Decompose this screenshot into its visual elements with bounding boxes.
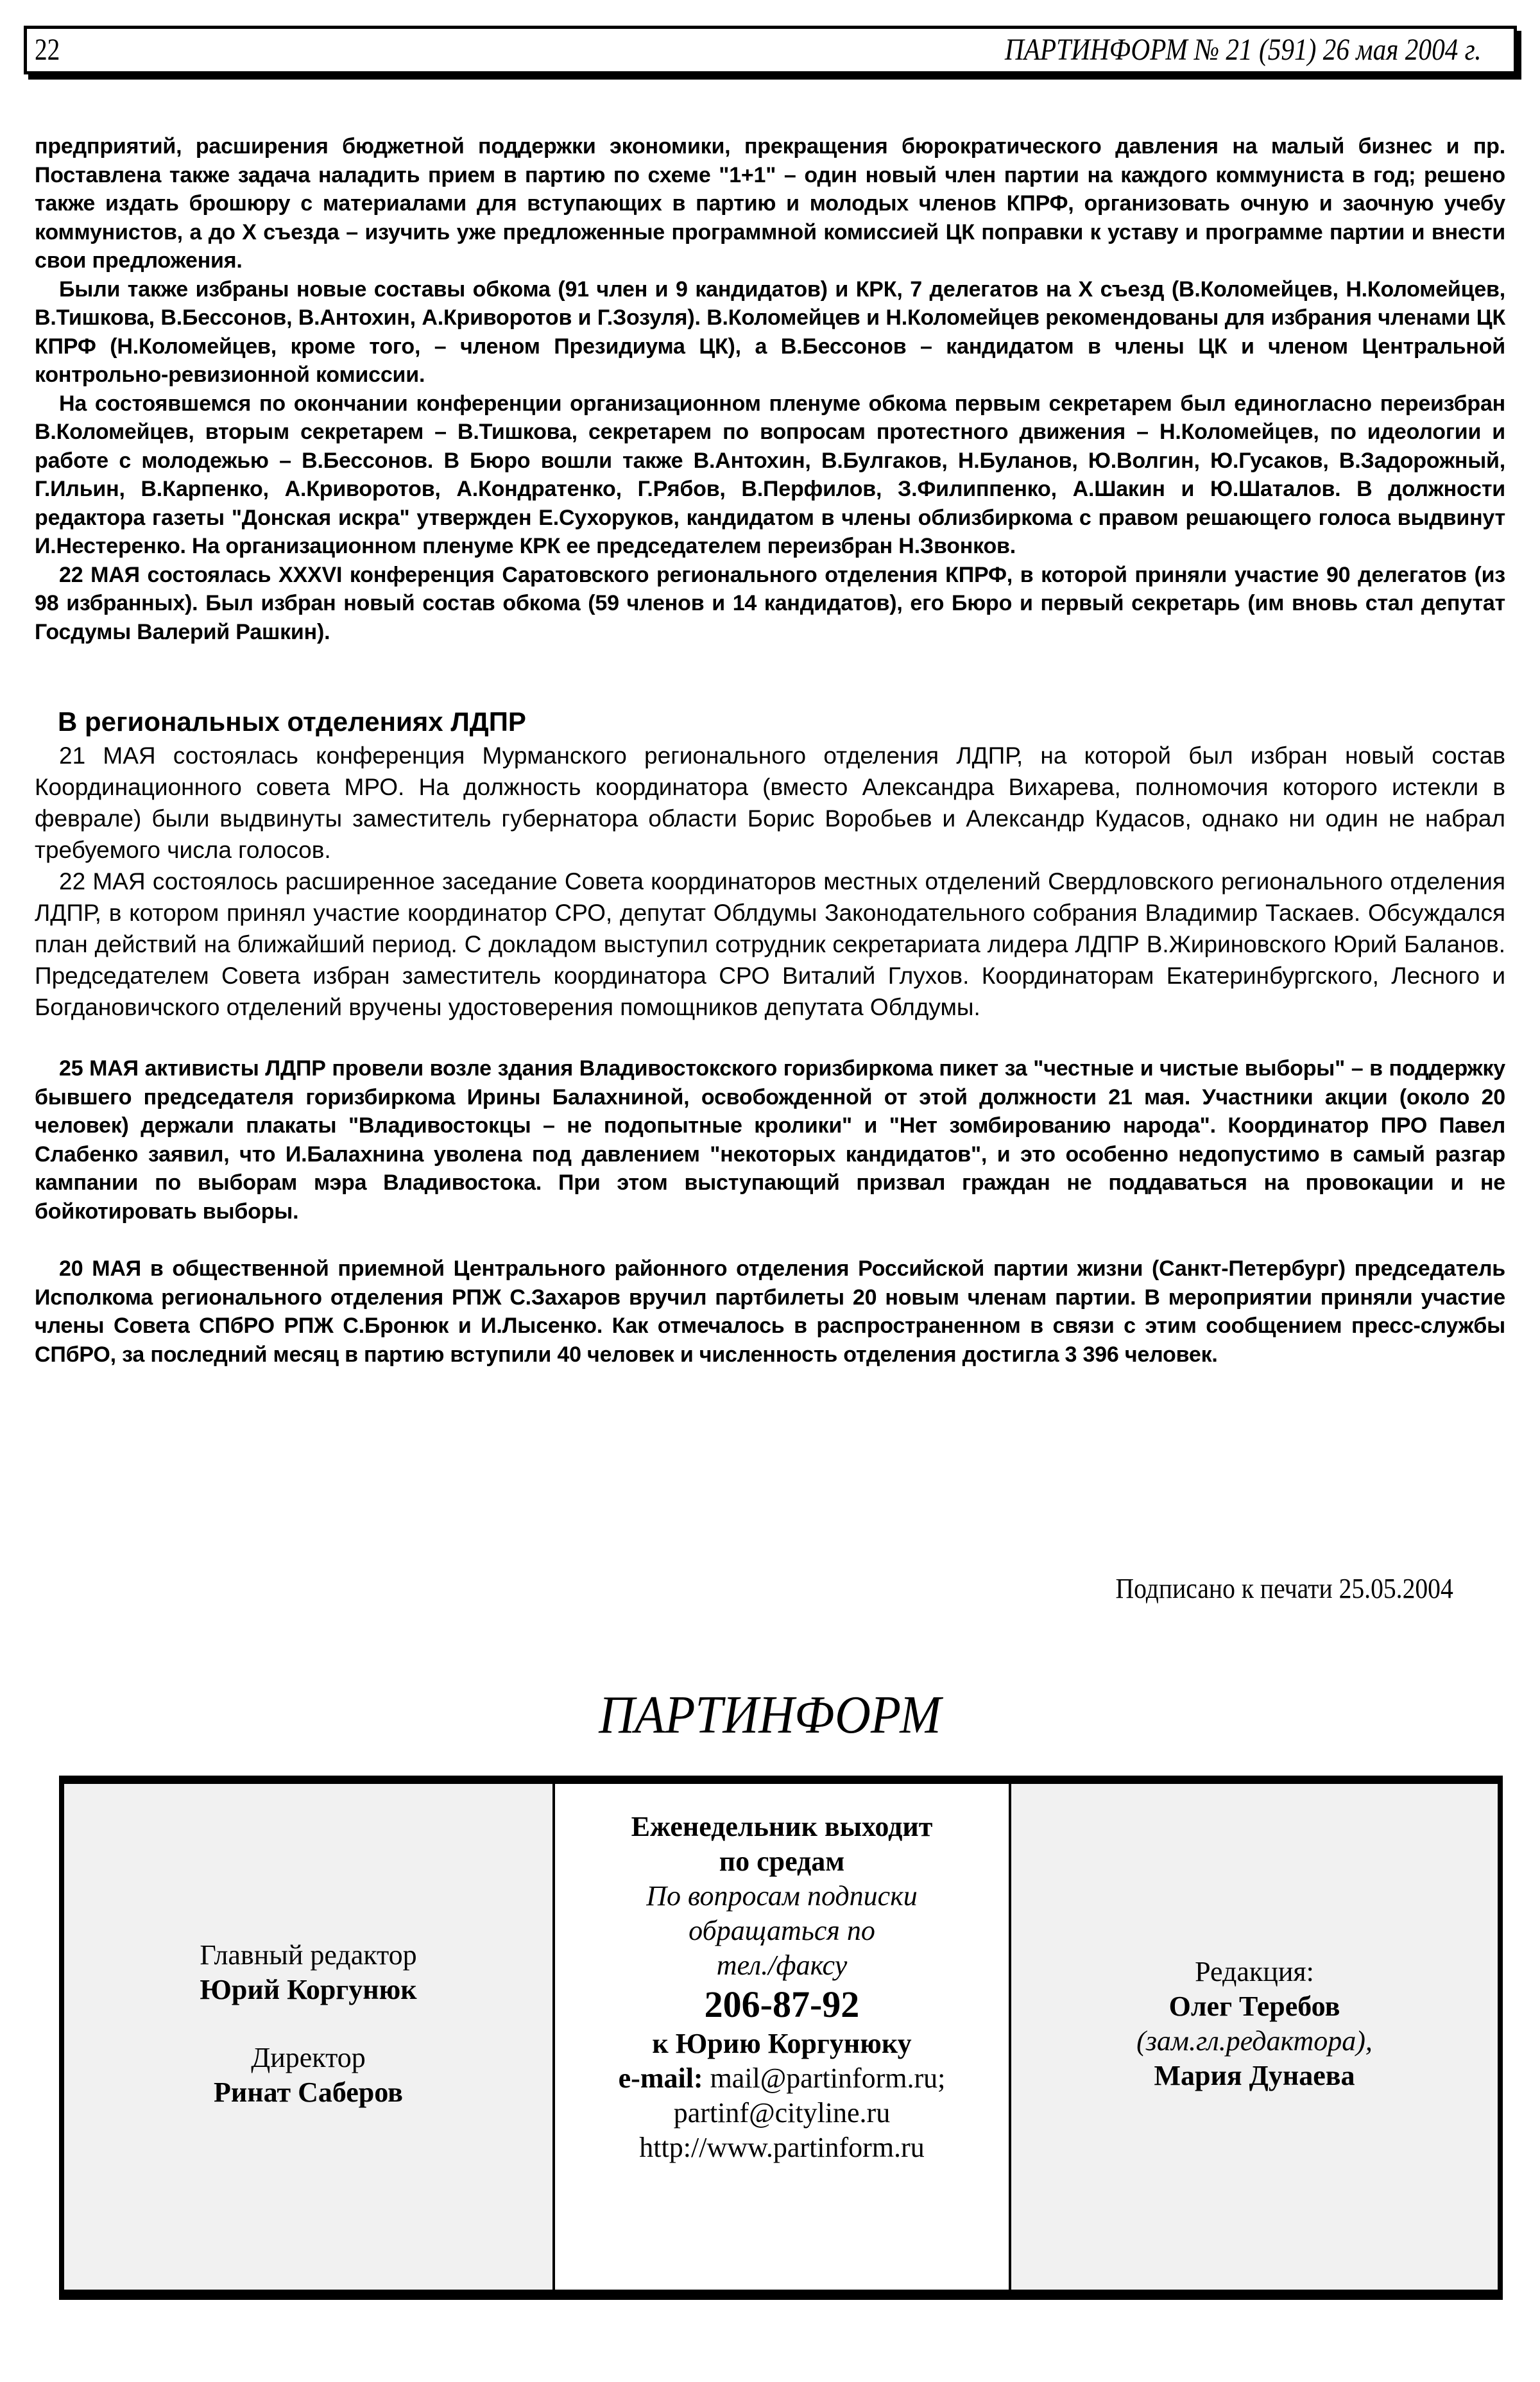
schedule-line-1: Еженедельник выходит [631, 1811, 933, 1842]
imprint-left-column [64, 1784, 555, 2290]
signed-to-print: Подписано к печати 25.05.2004 [1115, 1573, 1453, 1604]
director-name: Ринат Саберов [214, 2077, 403, 2108]
paragraph: 22 МАЯ состоялось расширенное заседание Совета координаторов местных отделений Свердловского регионального отделения ЛДПР, в котором принял участие координатор СРО, депутат Облдумы Законодательного собрания Владимир Таскаев. Обсуждался план действий на ближайший период. С докладом выступил сотрудник секретариата лидера ЛДПР В.Жириновского Юрий Баланов. Председателем Совета избран заместитель координатора СРО Виталий Глухов. Координаторам Екатеринбургского, Лесного и Богдановичского отделений вручены удостоверения помощников депутата Облдумы. [35, 868, 1505, 1020]
paragraph: 22 МАЯ состоялась XXXVI конференция Саратовского регионального отделения КПРФ, в которой приняли участие 90 делегатов (из 98 избранных). Был избран новый состав обкома (59 членов и 14 кандидатов), его Бюро и первый секретарь (им вновь стал депутат Госдумы Валерий Рашкин). [35, 562, 1505, 644]
email-link-1[interactable]: mail@partinform.ru; [703, 2062, 946, 2094]
email-link-2[interactable]: partinf@cityline.ru [673, 2097, 891, 2129]
ldpr-article-bold [35, 1054, 1505, 1226]
imprint-table [59, 1776, 1503, 2300]
subscription-line-3: тел./факсу [716, 1949, 848, 1981]
imprint-middle-column [555, 1784, 1011, 2290]
masthead-text: ПАРТИНФОРМ [599, 1685, 941, 1745]
editorial-name-2: Мария Дунаева [1154, 2060, 1355, 2091]
editorial-role-1: (зам.гл.редактора), [1136, 2025, 1373, 2057]
paragraph: Были также избраны новые составы обкома (91 член и 9 кандидатов) и КРК, 7 делегатов на X съезд (В.Коломейцев, Н.Коломейцев, В.Тишкова, В.Бессонов, В.Антохин, А.Криворотов и Г.Зозуля). В.Коломейцев и Н.Коломейцев рекомендованы для избрания членами ЦК КПРФ (Н.Коломейцев, кроме того, – членом Президиума ЦК), а В.Бессонов – кандидатом в члены ЦК и членом Центральной контрольно-ревизионной комиссии. [35, 277, 1505, 387]
paragraph: предприятий, расширения бюджетной поддержки экономики, прекращения бюрократического давления на малый бизнес и пр. Поставлена также задача наладить прием в партию по схеме "1+1" – один новый член партии на каждого коммуниста в год; решено также издать брошюру с материалами для вступающих в партию и молодых членов КПРФ, организовать очную и заочную учебу коммунистов, а до X съезда – изучить уже предложенные программной комиссией ЦК поправки к уставу и программе партии и внести свои предложения. [35, 134, 1505, 273]
paragraph: 20 МАЯ в общественной приемной Центрального районного отделения Российской партии жизни (Санкт-Петербург) председатель Исполкома регионального отделения РПЖ С.Захаров вручил партбилеты 20 новым членам партии. В мероприятии приняли участие члены Совета СПбРО РПЖ С.Бронюк и И.Лысенко. Как отмечалось в распространенном в связи с этим сообщением пресс-службы СПбРО, за последний месяц в партию вступили 40 человек и численность отделения достигла 3 396 человек. [35, 1256, 1505, 1367]
issue-title: ПАРТИНФОРМ № 21 (591) 26 мая 2004 г. [1005, 33, 1482, 67]
editor-name: Юрий Коргунюк [200, 1974, 417, 2005]
email-label: e-mail: [618, 2062, 703, 2094]
editor-label: Главный редактор [200, 1939, 417, 1971]
subscription-line-1: По вопросам подписки [646, 1880, 918, 1912]
subscription-line-2: обращаться по [689, 1915, 875, 1946]
editorial-name-1: Олег Теребов [1168, 1991, 1340, 2022]
editorial-label: Редакция: [1195, 1956, 1314, 1987]
paragraph: На состоявшемся по окончании конференции организационном пленуме обкома первым секретарем был единогласно переизбран В.Коломейцев, вторым секретарем – В.Тишкова, секретарем по вопросам протестного движения – Н.Коломейцев, по идеологии и работе с молодежью – В.Бессонов. В Бюро вошли также В.Антохин, В.Булгаков, Н.Буланов, Ю.Волгин, Ю.Гусаков, В.Задорожный, Г.Ильин, В.Карпенко, А.Криворотов, А.Кондратенко, Г.Рябов, В.Перфилов, З.Филиппенко, А.Шакин и Ю.Шаталов. В должности редактора газеты "Донская искра" утвержден Е.Сухоруков, кандидатом в члены облизбиркома с правом решающего голоса выдвинут И.Нестеренко. На организационном пленуме КРК ее председателем переизбран Н.Звонков. [35, 391, 1505, 558]
imprint-right-column [1011, 1784, 1498, 2290]
page-number: 22 [35, 33, 60, 67]
paragraph: 25 МАЯ активисты ЛДПР провели возле здания Владивостокского горизбиркома пикет за "честные и чистые выборы" – в поддержку бывшего председателя горизбиркома Ирины Балахниной, освобожденной от этой должности 21 мая. Участники акции (около 20 человек) держали плакаты "Владивостокцы – не подопытные кролики" и "Нет зомбированию народа". Координатор ПРО Павел Слабенко заявил, что И.Балахнина уволена под давлением "некоторых кандидатов", и это особенно недопустимо в самый разгар кампании по выборам мэра Владивостока. При этом выступающий призвал граждан не поддаваться на провокации и не бойкотировать выборы. [35, 1056, 1505, 1224]
schedule-line-2: по средам [719, 1846, 845, 1877]
ldpr-article [35, 740, 1505, 1023]
paragraph: 21 МАЯ состоялась конференция Мурманского регионального отделения ЛДПР, на которой был избран новый состав Координационного совета МРО. На должность координатора (вместо Александра Вихарева, полномочия которого истекли в феврале) были выдвинуты заместитель губернатора области Борис Воробьев и Александр Кудасов, однако ни один не набрал требуемого числа голосов. [35, 742, 1505, 863]
contact-person: к Юрию Коргунюку [652, 2028, 912, 2059]
section-heading-ldpr: В региональных отделениях ЛДПР [58, 707, 526, 737]
director-label: Директор [251, 2042, 366, 2073]
masthead-title [0, 1684, 1540, 1746]
email-line [619, 2061, 946, 2096]
rpzh-article [35, 1255, 1505, 1369]
website-link[interactable]: http://www.partinform.ru [639, 2132, 925, 2163]
kprf-article [35, 132, 1505, 646]
page-header [24, 26, 1517, 74]
phone-number: 206-87-92 [704, 1984, 860, 2025]
